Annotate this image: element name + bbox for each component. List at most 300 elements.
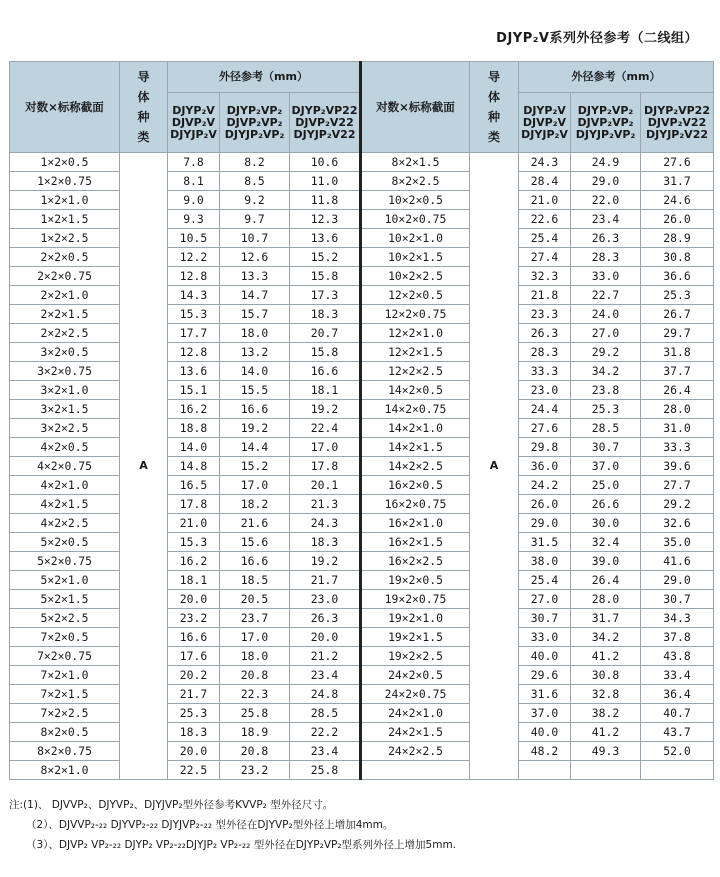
- right-od-col2-cell: 25.3: [571, 400, 641, 419]
- right-od-col1-cell: 36.0: [519, 457, 571, 476]
- right-od-col1-cell: 30.7: [519, 609, 571, 628]
- table-row: [10, 647, 714, 666]
- left-od-col3-cell: 18.3: [290, 305, 361, 324]
- right-od-col1-cell: 29.6: [519, 666, 571, 685]
- right-od-col3-cell: 33.3: [641, 438, 714, 457]
- left-od-col3-cell: 12.3: [290, 210, 361, 229]
- right-od-col2-cell: 24.9: [571, 153, 641, 172]
- right-spec-cell: 16×2×0.75: [361, 495, 470, 514]
- right-od-col2-cell: 34.2: [571, 362, 641, 381]
- right-spec-cell: 12×2×1.5: [361, 343, 470, 362]
- right-spec-cell: 14×2×0.75: [361, 400, 470, 419]
- table-body: [10, 153, 714, 780]
- left-od-col3-cell: 16.6: [290, 362, 361, 381]
- right-od-col2-cell: 49.3: [571, 742, 641, 761]
- right-od-col3-cell: 34.3: [641, 609, 714, 628]
- right-od-col3-cell: 41.6: [641, 552, 714, 571]
- left-od-col1-cell: 20.0: [168, 742, 220, 761]
- left-od-col1-cell: 9.0: [168, 191, 220, 210]
- left-od-col1-cell: 7.8: [168, 153, 220, 172]
- right-od-col1-cell: 32.3: [519, 267, 571, 286]
- left-od-col2-cell: 17.0: [220, 628, 290, 647]
- right-od-col2-cell: 28.3: [571, 248, 641, 267]
- table-row: [10, 666, 714, 685]
- right-od-col3-cell: 31.0: [641, 419, 714, 438]
- table-row: [10, 229, 714, 248]
- table-row: [10, 153, 714, 172]
- left-od-col2-cell: 18.0: [220, 647, 290, 666]
- table-row: [10, 419, 714, 438]
- col3-header-left: DJYP₂VP22 DJVP₂V22 DJYJP₂V22: [290, 93, 361, 153]
- left-spec-cell: 3×2×0.5: [10, 343, 120, 362]
- right-od-col2-cell: 22.7: [571, 286, 641, 305]
- left-od-col2-cell: 18.9: [220, 723, 290, 742]
- left-od-col1-cell: 23.2: [168, 609, 220, 628]
- left-spec-cell: 4×2×0.5: [10, 438, 120, 457]
- right-spec-cell: 24×2×2.5: [361, 742, 470, 761]
- left-od-col2-cell: 10.7: [220, 229, 290, 248]
- left-od-col1-cell: 12.8: [168, 267, 220, 286]
- right-od-col2-cell: 30.0: [571, 514, 641, 533]
- left-spec-cell: 7×2×1.0: [10, 666, 120, 685]
- left-od-col3-cell: 10.6: [290, 153, 361, 172]
- right-od-col1-cell: 26.3: [519, 324, 571, 343]
- right-od-col1-cell: 24.3: [519, 153, 571, 172]
- right-od-col2-cell: 34.2: [571, 628, 641, 647]
- right-od-col1-cell: 40.0: [519, 723, 571, 742]
- right-od-col2-cell: 41.2: [571, 723, 641, 742]
- table-row: [10, 381, 714, 400]
- left-od-col1-cell: 16.2: [168, 400, 220, 419]
- table-row: [10, 761, 714, 780]
- right-spec-cell: 12×2×0.75: [361, 305, 470, 324]
- right-od-col1-cell: 28.3: [519, 343, 571, 362]
- left-spec-cell: 2×2×0.5: [10, 248, 120, 267]
- right-spec-cell: 14×2×2.5: [361, 457, 470, 476]
- right-od-col1-cell: 31.5: [519, 533, 571, 552]
- table-row: [10, 172, 714, 191]
- table-row: [10, 571, 714, 590]
- left-od-col3-cell: 20.1: [290, 476, 361, 495]
- right-od-col3-cell: 33.4: [641, 666, 714, 685]
- left-od-col2-cell: 12.6: [220, 248, 290, 267]
- left-od-col3-cell: 21.3: [290, 495, 361, 514]
- right-od-col1-cell: 40.0: [519, 647, 571, 666]
- left-od-col2-cell: 13.2: [220, 343, 290, 362]
- right-od-col3-cell: 40.7: [641, 704, 714, 723]
- od-header-left: 外径参考（mm）: [168, 62, 361, 93]
- left-od-col2-cell: 14.0: [220, 362, 290, 381]
- left-od-col3-cell: 11.8: [290, 191, 361, 210]
- left-od-col2-cell: 15.7: [220, 305, 290, 324]
- left-od-col2-cell: 16.6: [220, 400, 290, 419]
- right-od-col1-cell: 24.4: [519, 400, 571, 419]
- right-spec-cell: 12×2×1.0: [361, 324, 470, 343]
- table-row: [10, 514, 714, 533]
- left-od-col2-cell: 21.6: [220, 514, 290, 533]
- right-spec-cell: 19×2×0.75: [361, 590, 470, 609]
- table-row: [10, 723, 714, 742]
- left-od-col3-cell: 22.2: [290, 723, 361, 742]
- left-conductor-cell: A: [120, 153, 168, 780]
- left-spec-cell: 1×2×1.0: [10, 191, 120, 210]
- table-row: [10, 704, 714, 723]
- left-od-col2-cell: 16.6: [220, 552, 290, 571]
- right-spec-cell: 16×2×1.5: [361, 533, 470, 552]
- table-row: [10, 191, 714, 210]
- left-od-col2-cell: 9.7: [220, 210, 290, 229]
- left-od-col1-cell: 17.6: [168, 647, 220, 666]
- right-od-col2-cell: 31.7: [571, 609, 641, 628]
- right-od-col1-cell: 23.0: [519, 381, 571, 400]
- right-od-col3-cell: 35.0: [641, 533, 714, 552]
- right-spec-cell: 19×2×2.5: [361, 647, 470, 666]
- od-header-right: 外径参考（mm）: [519, 62, 714, 93]
- left-od-col1-cell: 20.0: [168, 590, 220, 609]
- right-od-col2-cell: 30.8: [571, 666, 641, 685]
- right-spec-cell: 8×2×1.5: [361, 153, 470, 172]
- right-od-col1-cell: 28.4: [519, 172, 571, 191]
- left-od-col1-cell: 13.6: [168, 362, 220, 381]
- left-od-col3-cell: 17.0: [290, 438, 361, 457]
- right-od-col1-cell: 24.2: [519, 476, 571, 495]
- right-od-col2-cell: 32.4: [571, 533, 641, 552]
- right-od-col1-cell: 38.0: [519, 552, 571, 571]
- left-od-col1-cell: 18.8: [168, 419, 220, 438]
- table-row: [10, 609, 714, 628]
- right-spec-cell: 10×2×0.75: [361, 210, 470, 229]
- table-row: [10, 286, 714, 305]
- right-spec-cell: 10×2×2.5: [361, 267, 470, 286]
- right-od-col3-cell: 52.0: [641, 742, 714, 761]
- left-spec-cell: 2×2×1.5: [10, 305, 120, 324]
- table-row: [10, 533, 714, 552]
- left-od-col1-cell: 9.3: [168, 210, 220, 229]
- left-spec-cell: 7×2×0.5: [10, 628, 120, 647]
- left-od-col1-cell: 14.3: [168, 286, 220, 305]
- left-od-col3-cell: 28.5: [290, 704, 361, 723]
- table-row: [10, 267, 714, 286]
- table-row: [10, 742, 714, 761]
- left-od-col1-cell: 12.8: [168, 343, 220, 362]
- right-od-col2-cell: 39.0: [571, 552, 641, 571]
- right-od-col3-cell: 39.6: [641, 457, 714, 476]
- right-od-col1-cell: 48.2: [519, 742, 571, 761]
- left-od-col1-cell: 16.2: [168, 552, 220, 571]
- right-od-col1-cell: 33.0: [519, 628, 571, 647]
- left-spec-cell: 5×2×2.5: [10, 609, 120, 628]
- left-od-col3-cell: 24.3: [290, 514, 361, 533]
- table-row: [10, 685, 714, 704]
- table-row: [10, 248, 714, 267]
- left-od-col1-cell: 18.3: [168, 723, 220, 742]
- conductor-header-left: 导 体 种 类: [120, 62, 168, 153]
- left-spec-cell: 2×2×2.5: [10, 324, 120, 343]
- left-od-col3-cell: 24.8: [290, 685, 361, 704]
- left-spec-cell: 1×2×2.5: [10, 229, 120, 248]
- right-od-col3-cell: 30.7: [641, 590, 714, 609]
- left-spec-cell: 8×2×0.75: [10, 742, 120, 761]
- left-od-col1-cell: 25.3: [168, 704, 220, 723]
- left-spec-cell: 1×2×1.5: [10, 210, 120, 229]
- left-spec-cell: 5×2×0.5: [10, 533, 120, 552]
- right-od-col3-cell: [641, 761, 714, 780]
- left-od-col1-cell: 21.7: [168, 685, 220, 704]
- left-spec-cell: 4×2×1.5: [10, 495, 120, 514]
- right-spec-cell: 16×2×2.5: [361, 552, 470, 571]
- left-od-col1-cell: 15.3: [168, 533, 220, 552]
- left-od-col1-cell: 12.2: [168, 248, 220, 267]
- right-spec-cell: 24×2×0.5: [361, 666, 470, 685]
- right-od-col2-cell: 24.0: [571, 305, 641, 324]
- left-od-col1-cell: 21.0: [168, 514, 220, 533]
- right-od-col1-cell: 26.0: [519, 495, 571, 514]
- left-od-col3-cell: 23.4: [290, 742, 361, 761]
- note-2: （2）、DJVVP₂-₂₂ DJYVP₂-₂₂ DJYJVP₂-₂₂ 型外径在DJYVP₂型外径上增加4mm。: [26, 819, 394, 831]
- right-od-col2-cell: 32.8: [571, 685, 641, 704]
- right-od-col3-cell: 29.7: [641, 324, 714, 343]
- left-spec-cell: 1×2×0.75: [10, 172, 120, 191]
- right-od-col3-cell: 36.6: [641, 267, 714, 286]
- right-od-col3-cell: 43.8: [641, 647, 714, 666]
- right-spec-cell: 14×2×0.5: [361, 381, 470, 400]
- right-spec-cell: 16×2×0.5: [361, 476, 470, 495]
- right-spec-cell: 12×2×0.5: [361, 286, 470, 305]
- note-3: （3）、DJVP₂ VP₂-₂₂ DJYP₂ VP₂-₂₂DJYJP₂ VP₂-₂₂ 型外径在DJYP₂VP₂型系列外径上增加5mm.: [26, 839, 457, 851]
- left-od-col1-cell: 8.1: [168, 172, 220, 191]
- table-row: [10, 476, 714, 495]
- right-od-col3-cell: 28.9: [641, 229, 714, 248]
- right-od-col2-cell: 30.7: [571, 438, 641, 457]
- right-od-col2-cell: 41.2: [571, 647, 641, 666]
- left-od-col1-cell: 17.8: [168, 495, 220, 514]
- right-conductor-cell: A: [470, 153, 519, 780]
- left-od-col2-cell: 14.4: [220, 438, 290, 457]
- right-od-col2-cell: 38.2: [571, 704, 641, 723]
- left-od-col2-cell: 22.3: [220, 685, 290, 704]
- spec-header-right: 对数×标称截面: [361, 62, 470, 153]
- table-row: [10, 628, 714, 647]
- right-od-col1-cell: 29.0: [519, 514, 571, 533]
- right-od-col1-cell: 27.4: [519, 248, 571, 267]
- left-od-col1-cell: 14.8: [168, 457, 220, 476]
- left-od-col2-cell: 15.5: [220, 381, 290, 400]
- right-od-col3-cell: 28.0: [641, 400, 714, 419]
- right-od-col1-cell: 25.4: [519, 571, 571, 590]
- right-od-col1-cell: 27.0: [519, 590, 571, 609]
- right-od-col3-cell: 31.8: [641, 343, 714, 362]
- right-od-col1-cell: 23.3: [519, 305, 571, 324]
- right-spec-cell: 12×2×2.5: [361, 362, 470, 381]
- right-od-col3-cell: 29.0: [641, 571, 714, 590]
- right-od-col1-cell: 33.3: [519, 362, 571, 381]
- table-row: [10, 324, 714, 343]
- left-od-col2-cell: 18.0: [220, 324, 290, 343]
- right-od-col2-cell: 27.0: [571, 324, 641, 343]
- left-od-col3-cell: 22.4: [290, 419, 361, 438]
- left-od-col3-cell: 25.8: [290, 761, 361, 780]
- right-od-col2-cell: 28.0: [571, 590, 641, 609]
- right-od-col2-cell: 26.4: [571, 571, 641, 590]
- left-od-col1-cell: 16.5: [168, 476, 220, 495]
- right-od-col1-cell: 21.0: [519, 191, 571, 210]
- left-spec-cell: 4×2×2.5: [10, 514, 120, 533]
- left-od-col2-cell: 19.2: [220, 419, 290, 438]
- left-od-col2-cell: 17.0: [220, 476, 290, 495]
- right-od-col3-cell: 30.8: [641, 248, 714, 267]
- left-od-col2-cell: 8.5: [220, 172, 290, 191]
- right-spec-cell: 19×2×1.0: [361, 609, 470, 628]
- left-od-col3-cell: 20.7: [290, 324, 361, 343]
- right-spec-cell: 14×2×1.0: [361, 419, 470, 438]
- left-od-col3-cell: 26.3: [290, 609, 361, 628]
- left-od-col1-cell: 16.6: [168, 628, 220, 647]
- right-od-col2-cell: 29.2: [571, 343, 641, 362]
- right-od-col1-cell: 25.4: [519, 229, 571, 248]
- left-od-col1-cell: 18.1: [168, 571, 220, 590]
- right-od-col1-cell: 27.6: [519, 419, 571, 438]
- table-row: [10, 305, 714, 324]
- outer-diameter-table: [9, 61, 714, 780]
- right-od-col3-cell: 36.4: [641, 685, 714, 704]
- right-spec-cell: 24×2×1.0: [361, 704, 470, 723]
- left-spec-cell: 8×2×0.5: [10, 723, 120, 742]
- right-od-col3-cell: 27.7: [641, 476, 714, 495]
- right-od-col3-cell: 26.4: [641, 381, 714, 400]
- left-od-col2-cell: 8.2: [220, 153, 290, 172]
- left-od-col3-cell: 13.6: [290, 229, 361, 248]
- left-od-col1-cell: 15.1: [168, 381, 220, 400]
- left-od-col3-cell: 21.2: [290, 647, 361, 666]
- left-spec-cell: 7×2×2.5: [10, 704, 120, 723]
- table-row: [10, 343, 714, 362]
- right-spec-cell: 24×2×1.5: [361, 723, 470, 742]
- left-spec-cell: 1×2×0.5: [10, 153, 120, 172]
- note-1: 注:(1)、 DJVVP₂、DJYVP₂、DJYJVP₂型外径参考KVVP₂ 型外径尺寸。: [9, 799, 334, 811]
- left-spec-cell: 3×2×2.5: [10, 419, 120, 438]
- col2-header-right: DJYP₂VP₂ DJVP₂VP₂ DJYJP₂VP₂: [571, 93, 641, 153]
- right-spec-cell: 19×2×0.5: [361, 571, 470, 590]
- right-od-col3-cell: 29.2: [641, 495, 714, 514]
- right-od-col2-cell: 23.4: [571, 210, 641, 229]
- conductor-header-right: 导 体 种 类: [470, 62, 519, 153]
- left-spec-cell: 7×2×1.5: [10, 685, 120, 704]
- left-spec-cell: 5×2×0.75: [10, 552, 120, 571]
- spec-header-left: 对数×标称截面: [10, 62, 120, 153]
- left-od-col2-cell: 14.7: [220, 286, 290, 305]
- right-od-col3-cell: 25.3: [641, 286, 714, 305]
- col1-header-right: DJYP₂V DJVP₂V DJYJP₂V: [519, 93, 571, 153]
- table-row: [10, 590, 714, 609]
- right-od-col3-cell: 43.7: [641, 723, 714, 742]
- left-spec-cell: 2×2×1.0: [10, 286, 120, 305]
- table-row: [10, 210, 714, 229]
- table-row: [10, 457, 714, 476]
- table-row: [10, 438, 714, 457]
- left-spec-cell: 2×2×0.75: [10, 267, 120, 286]
- left-spec-cell: 3×2×0.75: [10, 362, 120, 381]
- right-spec-cell: 10×2×0.5: [361, 191, 470, 210]
- left-od-col1-cell: 17.7: [168, 324, 220, 343]
- left-spec-cell: 4×2×0.75: [10, 457, 120, 476]
- right-spec-cell: 10×2×1.0: [361, 229, 470, 248]
- left-spec-cell: 5×2×1.0: [10, 571, 120, 590]
- left-od-col1-cell: 22.5: [168, 761, 220, 780]
- right-spec-cell: 14×2×1.5: [361, 438, 470, 457]
- right-od-col3-cell: 37.7: [641, 362, 714, 381]
- left-spec-cell: 4×2×1.0: [10, 476, 120, 495]
- right-spec-cell: 8×2×2.5: [361, 172, 470, 191]
- left-spec-cell: 8×2×1.0: [10, 761, 120, 780]
- left-od-col2-cell: 23.2: [220, 761, 290, 780]
- left-od-col1-cell: 14.0: [168, 438, 220, 457]
- right-od-col1-cell: [519, 761, 571, 780]
- right-od-col3-cell: 37.8: [641, 628, 714, 647]
- left-od-col2-cell: 15.6: [220, 533, 290, 552]
- right-od-col2-cell: 26.3: [571, 229, 641, 248]
- right-od-col1-cell: 37.0: [519, 704, 571, 723]
- left-od-col3-cell: 21.7: [290, 571, 361, 590]
- left-od-col3-cell: 23.0: [290, 590, 361, 609]
- right-od-col3-cell: 27.6: [641, 153, 714, 172]
- left-od-col3-cell: 18.1: [290, 381, 361, 400]
- right-od-col2-cell: 22.0: [571, 191, 641, 210]
- right-od-col2-cell: 33.0: [571, 267, 641, 286]
- right-od-col2-cell: [571, 761, 641, 780]
- col2-header-left: DJYP₂VP₂ DJVP₂VP₂ DJYJP₂VP₂: [220, 93, 290, 153]
- right-od-col3-cell: 26.7: [641, 305, 714, 324]
- left-od-col1-cell: 10.5: [168, 229, 220, 248]
- notes: [9, 795, 709, 855]
- left-od-col1-cell: 20.2: [168, 666, 220, 685]
- left-od-col2-cell: 9.2: [220, 191, 290, 210]
- right-od-col2-cell: 26.6: [571, 495, 641, 514]
- table-row: [10, 400, 714, 419]
- right-spec-cell: 19×2×1.5: [361, 628, 470, 647]
- page-title: DJYP₂V系列外径参考（二线组）: [496, 31, 698, 46]
- right-od-col2-cell: 29.0: [571, 172, 641, 191]
- table-row: [10, 495, 714, 514]
- right-od-col2-cell: 23.8: [571, 381, 641, 400]
- left-od-col3-cell: 15.2: [290, 248, 361, 267]
- left-od-col2-cell: 20.5: [220, 590, 290, 609]
- left-od-col2-cell: 20.8: [220, 742, 290, 761]
- right-od-col3-cell: 26.0: [641, 210, 714, 229]
- table-row: [10, 552, 714, 571]
- left-od-col3-cell: 23.4: [290, 666, 361, 685]
- right-od-col3-cell: 32.6: [641, 514, 714, 533]
- right-spec-cell: 24×2×0.75: [361, 685, 470, 704]
- right-od-col1-cell: 21.8: [519, 286, 571, 305]
- left-od-col1-cell: 15.3: [168, 305, 220, 324]
- right-spec-cell: 16×2×1.0: [361, 514, 470, 533]
- left-od-col3-cell: 19.2: [290, 400, 361, 419]
- left-od-col3-cell: 17.3: [290, 286, 361, 305]
- left-od-col2-cell: 13.3: [220, 267, 290, 286]
- left-od-col3-cell: 17.8: [290, 457, 361, 476]
- left-spec-cell: 3×2×1.0: [10, 381, 120, 400]
- right-spec-cell: 10×2×1.5: [361, 248, 470, 267]
- left-od-col2-cell: 25.8: [220, 704, 290, 723]
- left-od-col2-cell: 18.5: [220, 571, 290, 590]
- left-od-col2-cell: 20.8: [220, 666, 290, 685]
- table-row: [10, 362, 714, 381]
- left-spec-cell: 5×2×1.5: [10, 590, 120, 609]
- right-od-col2-cell: 37.0: [571, 457, 641, 476]
- left-od-col2-cell: 15.2: [220, 457, 290, 476]
- right-od-col1-cell: 31.6: [519, 685, 571, 704]
- right-od-col2-cell: 25.0: [571, 476, 641, 495]
